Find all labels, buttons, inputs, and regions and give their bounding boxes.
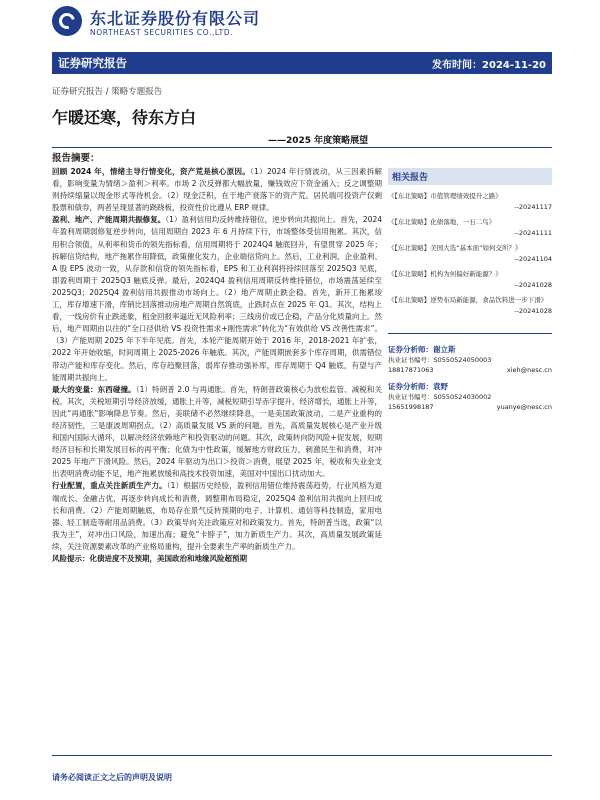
- related-report-date: --20241111: [514, 229, 552, 237]
- paragraph-lead: 盈利、地产、产能周期共振修复。: [52, 215, 166, 225]
- analyst-email[interactable]: yuanye@nesc.cn: [496, 403, 552, 411]
- risk-warning: [52, 553, 382, 565]
- publish-time: 发布时间：2024-11-20: [432, 60, 546, 71]
- related-report-title: 《【东北策略】逆势布局新能源，食品饮料进一步下滑》: [388, 296, 548, 304]
- related-report-title: 《【东北策略】市值管理绩效提升之路》: [388, 192, 502, 200]
- related-report-title: 《【东北策略】机构为何偏好新能源？》: [388, 270, 502, 278]
- logo-mark-icon: [52, 6, 82, 36]
- related-report-date: --20241117: [514, 203, 552, 211]
- company-logo: [52, 4, 312, 40]
- summary-heading: 报告摘要：: [52, 153, 100, 164]
- analyst-license: 执业证书编号：S0550524030002: [388, 393, 492, 401]
- paragraph-text: （1）根据历史经验，盈利信用错位维持震荡趋势，行业风格为退端成长、金融占优，再逐步转向成长和消费，调整期布局稳定，2025Q4 盈利信用共振向上回归成长和消费。（2）产能周期触底，布局存在景气反转预期的电子、计算机、通信等科技制造，家用电器、轻工制造等耐用品消费。（3）政策导向关注政策应对和政策发力。首先，特朗普当选，政策“以我为主”，对冲出口风险，加速出海；避免“卡脖子”，加力新质生产力。其次，高质量发展政策延续，关注资源要素改革的产业格局重构，提升全要素生产率的新质生产力。: [52, 481, 382, 551]
- summary-paragraph: [52, 480, 382, 553]
- analyst-contact: [388, 365, 552, 375]
- summary-paragraph: [52, 384, 382, 481]
- analyst-email[interactable]: xieh@nesc.cn: [506, 366, 552, 374]
- related-report-item[interactable]: [388, 191, 552, 211]
- title-divider: [52, 147, 552, 148]
- related-reports-heading: 相关报告: [388, 168, 552, 185]
- report-title: 乍暖还寒，待东方白: [52, 108, 197, 127]
- footer-disclaimer: 请务必阅读正文之后的声明及说明: [52, 773, 172, 782]
- paragraph-text: （1）盈利信用均反转维持错位，逆步转向共振向上。首先，2024 年盈利周期弱修复逆步转向，信用周期自 2023 年 6 月持续下行，市场整体受信用拖累。其次，信用积合领值，从利率和货币的领先指标看，信用周期将于 2024Q4 触底回升，有望贯穿 2025 年；拆解信贷结构，地产拖累作用降低，政策催化发力，企业端信贷向上。然后，工业利润、企业盈利、A 股 EPS 波动一致，从存款和信贷的领先指标看，EPS 和工业利润将持续回落至 2025Q3 见底，即盈利周期于 2025Q3 触底反弹。最后，2024Q4 盈利信用周期反转维持错位，市场震荡延续至 2025Q3；2025Q4 盈利信用共振推动市场向上。（2）地产周期止跌企稳。首先，新开工拖累竣工，库存增速下滑，库销比回落推动房地产周期自然筑底，止跌时点在 2025 年 Q1。其次，结构上看，一线房价有止跌迹象，租金回报率逼近无风险利率；三线房价或已企稳，产品分化质量向上。然后，地产周期由以往的“全口径供给 VS 投资性需求+刚性需求”转化为“有效供给 VS 改善性需求”。（3）产能周期 2025 年下半年见底。首先，本轮产能周期开始于 2016 年，2018-2021 年扩张，2022 年开始收缩，时间周期上 2025-2026 年触底。其次，产能周期嵌套多个库存周期，供需错位带动产能和库存变化。然后，库存趋聚回落，弱库存推动强补库，库存周期于 Q4 触底，有望与产能周期共振向上。: [52, 215, 383, 382]
- related-report-item[interactable]: [388, 217, 552, 237]
- related-report-item[interactable]: [388, 243, 552, 263]
- analyst-name: 证券分析师：谢立斯: [388, 345, 456, 354]
- header-bar: [52, 52, 552, 74]
- company-name-cn: 东北证券股份有限公司: [90, 9, 261, 28]
- analyst-phone: 15651998187: [388, 403, 434, 411]
- report-subtitle: ——2025 年度策略展望: [268, 136, 369, 146]
- related-report-item[interactable]: [388, 269, 552, 289]
- related-report-item[interactable]: [388, 295, 552, 315]
- related-report-title: 《【东北策略】化债落地，一石二鸟》: [388, 218, 496, 226]
- analyst-phone: 18817871063: [388, 366, 434, 374]
- report-type-label: 证券研究报告: [58, 56, 127, 70]
- breadcrumb: 证券研究报告 / 策略专题报告: [52, 87, 163, 97]
- analyst-license: 执业证书编号：S0550524050003: [388, 356, 492, 364]
- risk-text: 风险提示：化债进度不及预期，美国政治和地缘风险超预期: [52, 554, 247, 563]
- related-report-date: --20241028: [514, 281, 552, 289]
- related-report-date: --20241104: [514, 255, 552, 263]
- paragraph-lead: 回顾 2024 年，情绪主导行情变化，资产荒是核心原因。: [52, 167, 251, 176]
- sidebar: [388, 168, 552, 412]
- paragraph-text: （1）特朗普 2.0 与再通胀。首先，特朗普政策核心为放松监管、减税和关税。其次，关税短期引导经济放缓，通胀上升等，减税短期引导赤字提升，经济增长，通胀上升等，因此“再通胀”影响降息节奏。然后，美联储不必然继续降息，一是美国政策波动，二是产业重构的经济韧性，三是康波周期拐点。（2）高质量发展 VS 新的问题。首先，高质量发展核心是产业升级和国内国际大循环，以解决经济依赖地产和投资驱动的问题。其次，政策转向防风险+促发展，短期经济目标和长期发展目标的再平衡；化债为中性政策，缓解地方财政压力，刺激民生和消费，对冲 2025 年地产下滑风险。然后，2024 年驱动为出口＞投资＞消费，展望 2025 年，税收和失业金支出表明消费动能不足，地产拖累放缓和高技术投资加速，美国对中国出口扰动加大。: [52, 384, 383, 479]
- company-name-en: NORTHEAST SECURITIES CO.,LTD.: [90, 28, 234, 37]
- summary-paragraph: [52, 166, 382, 214]
- paragraph-text: （1）2024 年行情波动，从三因素拆解看，影响变量为情绪＞盈利＞利率。市场 2 次反弹都大幅放量，赚钱效应下资金涌入；反之调整期则持续缩量以现金形式等待机会。（2）现金泛积，在于地产衰落下的资产荒。居民端可投资产仅剩股票和债券，两者呈现显著的跷跷板，投资性价比遵从 ERP 规律。: [52, 167, 382, 213]
- related-report-title: 《【东北策略】美国大选“基本面”如何交所？》: [388, 244, 522, 252]
- summary-paragraph: [52, 214, 382, 383]
- summary-section: [52, 150, 382, 565]
- analyst-block: [388, 333, 552, 412]
- analyst-contact: [388, 402, 552, 412]
- paragraph-lead: 行业配置，重点关注新质生产力。: [52, 481, 167, 491]
- paragraph-lead: 最大的变量：东西碰撞。: [52, 384, 136, 394]
- analyst-name: 证券分析师：袁野: [388, 382, 448, 391]
- related-report-date: --20241028: [514, 307, 552, 315]
- footer-divider: [52, 755, 552, 756]
